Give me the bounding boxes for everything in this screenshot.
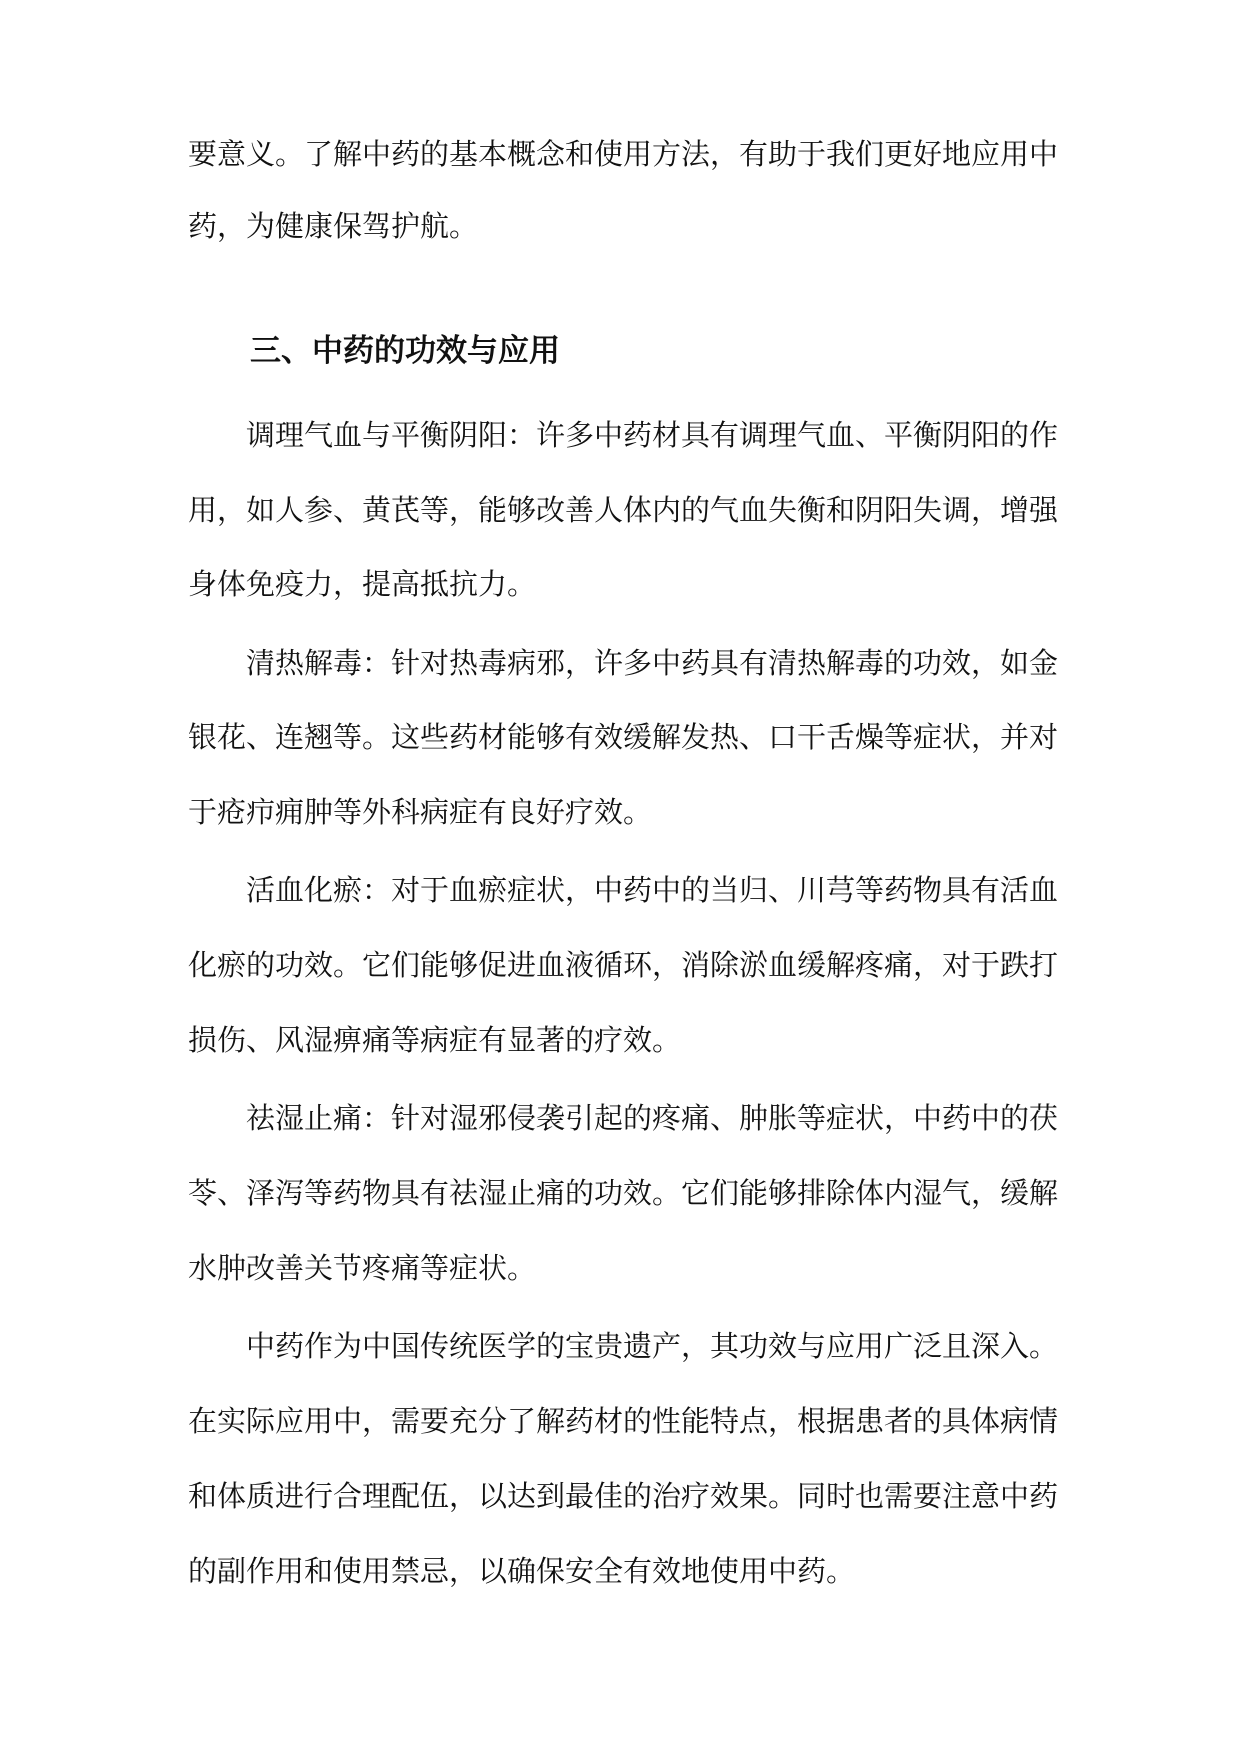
paragraph-5-line-1: 中药作为中国传统医学的宝贵遗产，其功效与应用广泛且深入。 bbox=[246, 1329, 1059, 1363]
paragraph-5-line-2: 在实际应用中，需要充分了解药材的性能特点，根据患者的具体病情 bbox=[188, 1404, 1059, 1438]
paragraph-3-line-1: 活血化瘀：对于血瘀症状，中药中的当归、川芎等药物具有活血 bbox=[246, 873, 1059, 907]
paragraph-5-line-4: 的副作用和使用禁忌，以确保安全有效地使用中药。 bbox=[188, 1554, 856, 1588]
paragraph-4-line-1: 祛湿止痛：针对湿邪侵袭引起的疼痛、肿胀等症状，中药中的茯 bbox=[246, 1101, 1059, 1135]
paragraph-1-line-3: 身体免疫力，提高抵抗力。 bbox=[188, 567, 537, 601]
paragraph-4-line-3: 水肿改善关节疼痛等症状。 bbox=[188, 1251, 537, 1285]
section-heading: 三、中药的功效与应用 bbox=[250, 333, 560, 369]
paragraph-3-line-3: 损伤、风湿痹痛等病症有显著的疗效。 bbox=[188, 1023, 682, 1057]
paragraph-2-line-1: 清热解毒：针对热毒病邪，许多中药具有清热解毒的功效，如金 bbox=[246, 646, 1059, 680]
paragraph-1-line-1: 调理气血与平衡阴阳：许多中药材具有调理气血、平衡阴阳的作 bbox=[246, 418, 1059, 452]
paragraph-2-line-2: 银花、连翘等。这些药材能够有效缓解发热、口干舌燥等症状，并对 bbox=[188, 720, 1059, 754]
paragraph-4-line-2: 苓、泽泻等药物具有祛湿止痛的功效。它们能够排除体内湿气，缓解 bbox=[188, 1176, 1059, 1210]
paragraph-3-line-2: 化瘀的功效。它们能够促进血液循环，消除淤血缓解疼痛，对于跌打 bbox=[188, 948, 1059, 982]
intro-line-1: 要意义。了解中药的基本概念和使用方法，有助于我们更好地应用中 bbox=[188, 137, 1059, 171]
intro-line-2: 药，为健康保驾护航。 bbox=[188, 209, 479, 243]
paragraph-5-line-3: 和体质进行合理配伍，以达到最佳的治疗效果。同时也需要注意中药 bbox=[188, 1479, 1059, 1513]
paragraph-2-line-3: 于疮疖痈肿等外科病症有良好疗效。 bbox=[188, 795, 653, 829]
paragraph-1-line-2: 用，如人参、黄芪等，能够改善人体内的气血失衡和阴阳失调，增强 bbox=[188, 493, 1059, 527]
